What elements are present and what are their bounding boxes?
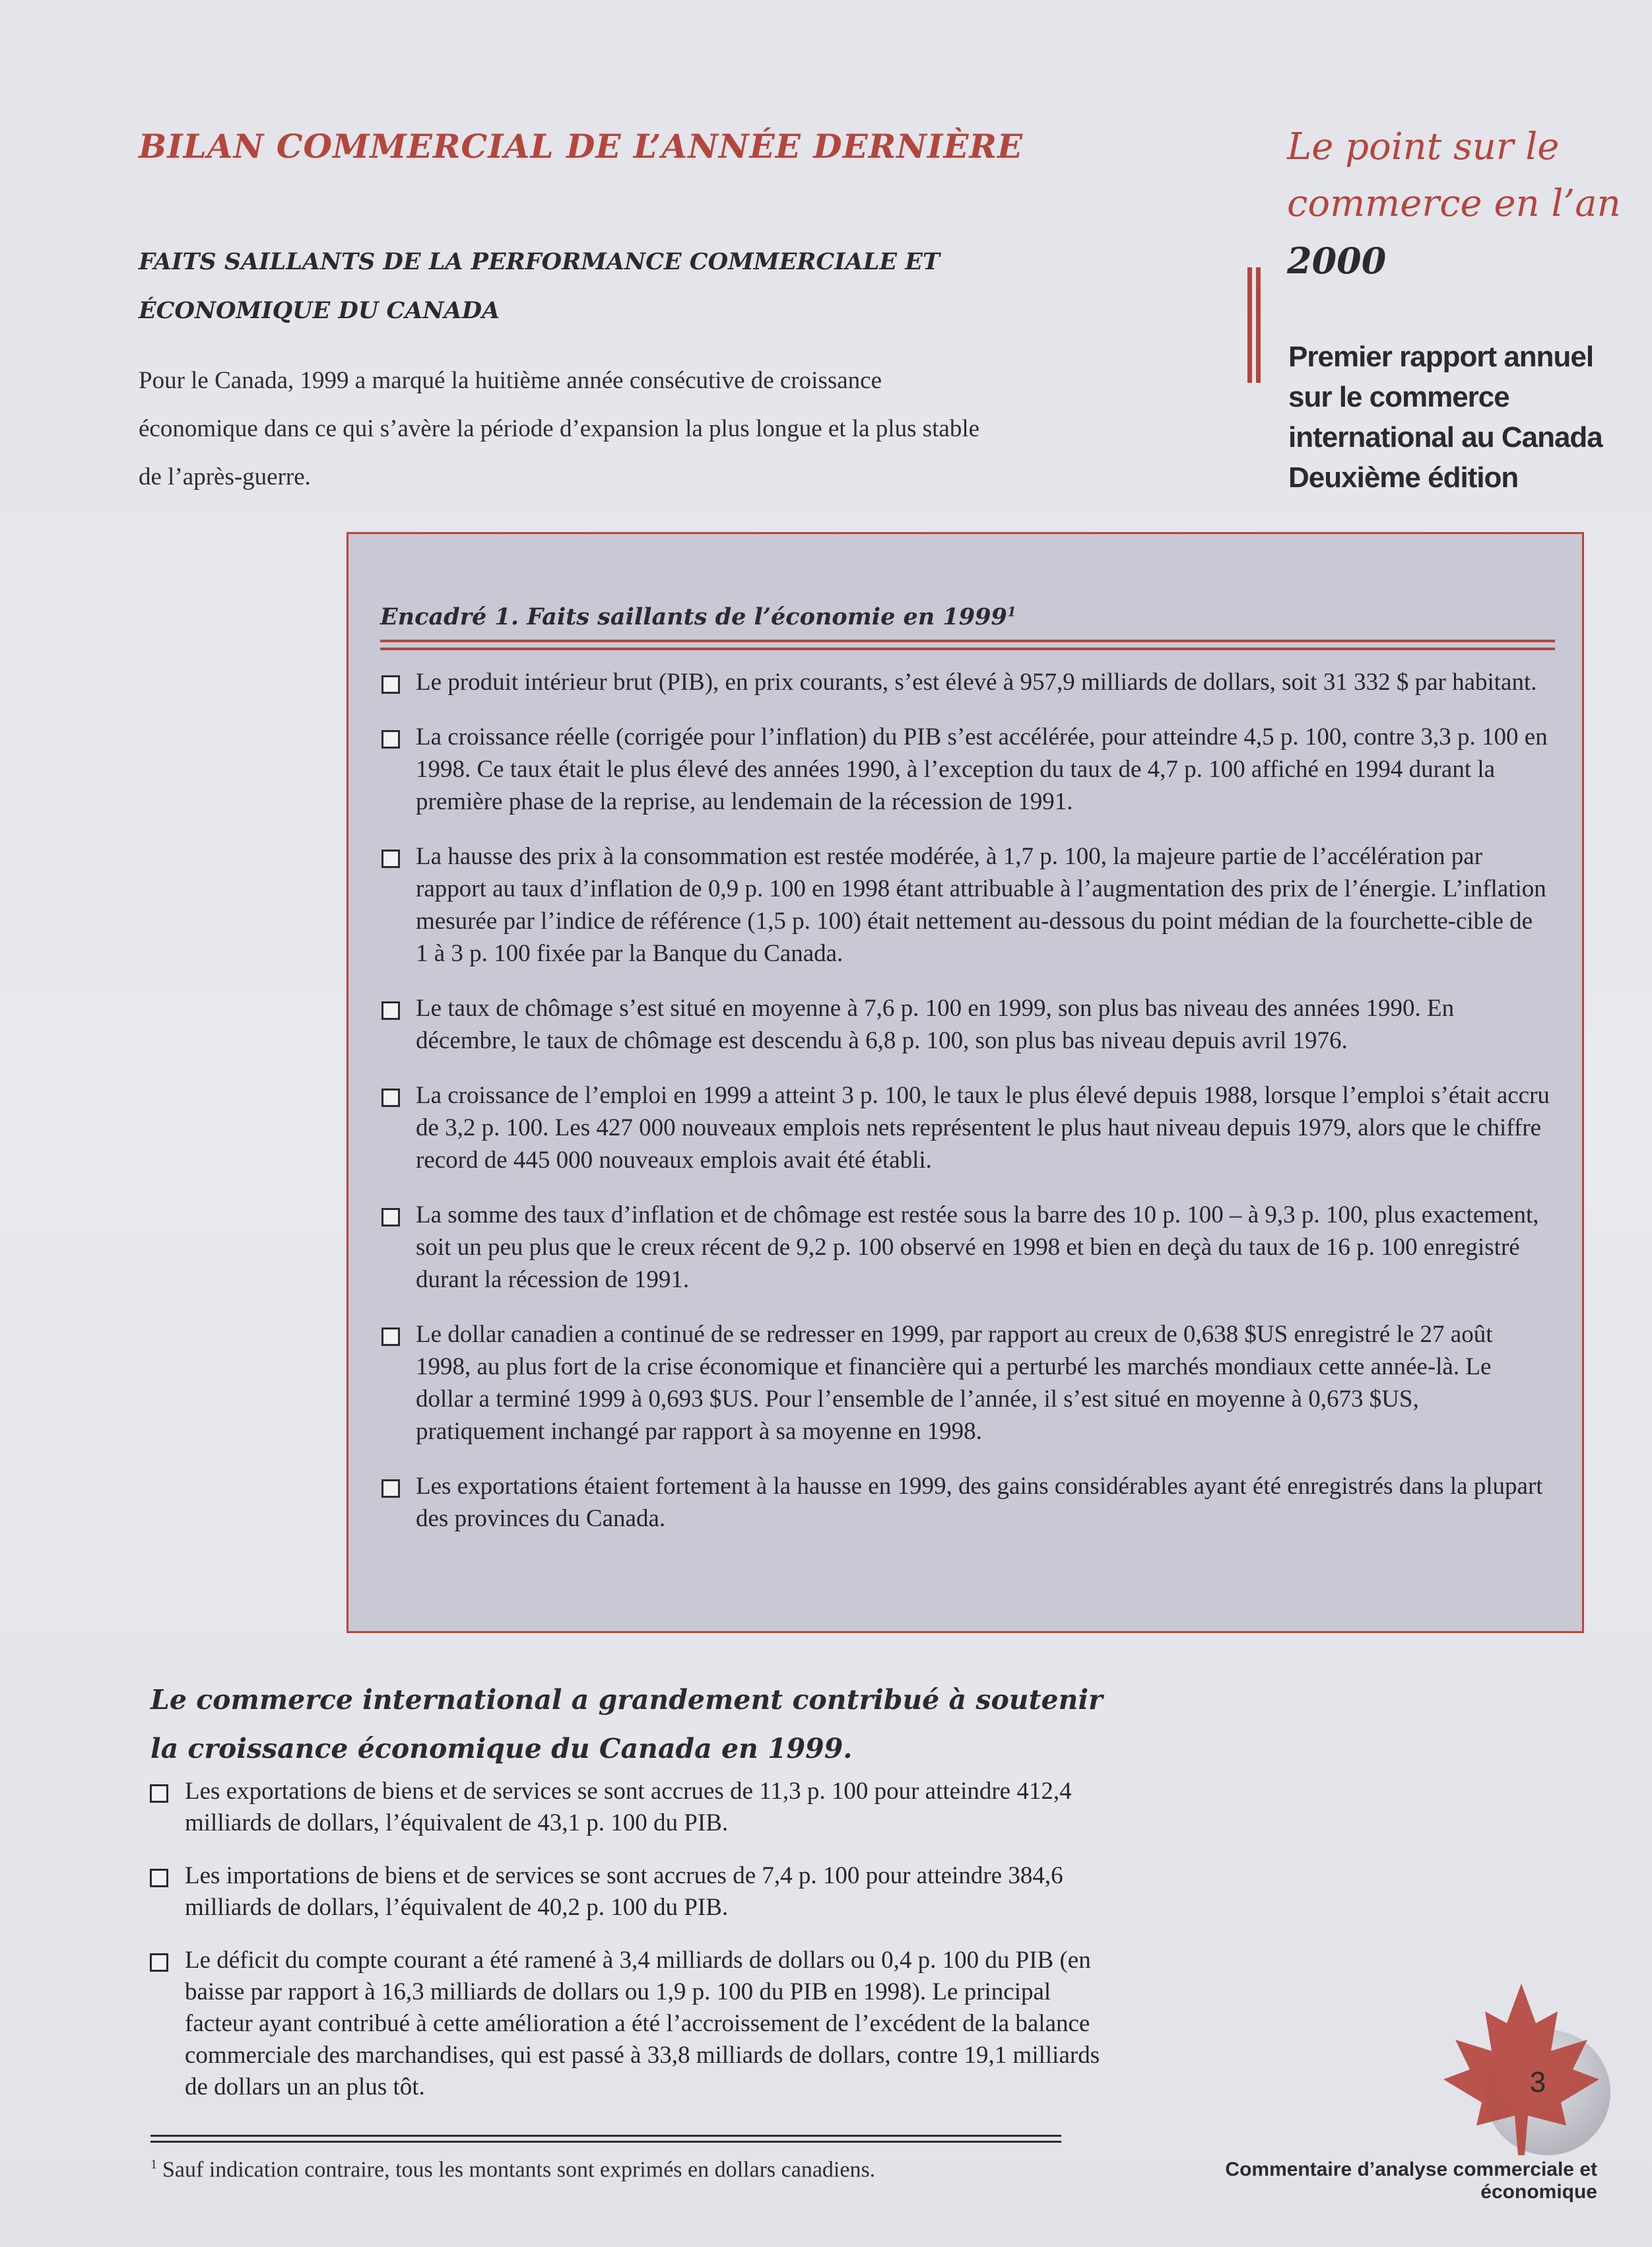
footnote <box>150 2157 1107 2182</box>
footnote-text: Sauf indication contraire, tous les montants sont exprimés en dollars canadiens. <box>162 2157 876 2182</box>
publication-subtitle-line: Deuxième édition <box>1288 461 1519 494</box>
highlights-list <box>375 666 1550 1557</box>
section-title: BILAN COMMERCIAL DE L’ANNÉE DERNIÈRE <box>139 127 1024 166</box>
checkbox-bullet-icon <box>381 1327 400 1346</box>
footnote-rule <box>150 2135 1061 2137</box>
checkbox-bullet-icon <box>381 850 400 868</box>
trade-heading: Le commerce international a grandement contribué à soutenir la croissance économique du Canada en 1999. <box>150 1684 1103 1764</box>
footnote-rule <box>150 2141 1061 2143</box>
accent-bar <box>1256 267 1261 383</box>
list-item-text: La croissance réelle (corrigée pour l’inflation) du PIB s’est accélérée, pour atteindre 4,5 p. 100, contre 3,3 p. 100 en 1998. Ce taux était le plus élevé des années 1990, à l’exception du taux de 4,7 p. 100 affiché en 1994 durant la première phase de la reprise, au lendemain de la récession de 1991. <box>416 723 1548 815</box>
list-item-text: Le déficit du compte courant a été ramené à 3,4 milliards de dollars ou 0,4 p. 100 du PIB (en baisse par rapport à 16,3 milliards de dollars ou 1,9 p. 100 du PIB en 1998). Le principal facteur ayant contribué à cette amélioration a été l’accroissement de l’excédent de la balance commerciale des marchandises, qui est passé à 33,8 milliards de dollars, contre 19,1 milliards de dollars un an plus tôt. <box>185 1947 1100 2100</box>
list-item-text: Les importations de biens et de services se sont accrues de 7,4 p. 100 pour atteindre 384,6 milliards de dollars, l’équivalent de 40,2 p. 100 du PIB. <box>185 1862 1063 1921</box>
list-item-text: Le dollar canadien a continué de se redresser en 1999, par rapport au creux de 0,638 $US enregistré le 27 août 1998, au plus fort de la crise économique et financière qui a perturbé les marchés mondiaux cette année-là. Le dollar a terminé 1999 à 0,693 $US. Pour l’ensemble de l’année, il s’est situé en moyenne à 0,673 $US, pratiquement inchangé par rapport à sa moyenne en 1998. <box>416 1321 1493 1445</box>
publication-subtitle-line: Premier rapport annuel <box>1288 341 1594 373</box>
publication-subtitle-line: international au Canada <box>1288 421 1602 453</box>
highlights-box-title-text: Encadré 1. Faits saillants de l’économie en 1999 <box>380 603 1007 630</box>
list-item-text: Les exportations de biens et de services se sont accrues de 11,3 p. 100 pour atteindre 412,4 milliards de dollars, l’équivalent de 43,1 p. 100 du PIB. <box>185 1778 1072 1836</box>
list-item-text: Le taux de chômage s’est situé en moyenne à 7,6 p. 100 en 1999, son plus bas niveau des années 1990. En décembre, le taux de chômage est descendu à 6,8 p. 100, son plus bas niveau depuis avril 1976. <box>416 995 1455 1054</box>
publication-year: 2000 <box>1287 240 1387 282</box>
page-number: 3 <box>1529 2066 1546 2098</box>
publication-subtitle-line: sur le commerce <box>1288 381 1509 413</box>
highlights-box <box>347 532 1584 1633</box>
sub-heading: FAITS SAILLANTS DE LA PERFORMANCE COMMERCIALE ET ÉCONOMIQUE DU CANADA <box>139 248 940 324</box>
checkbox-bullet-icon <box>381 675 400 694</box>
highlights-box-title <box>380 603 1555 644</box>
accent-bar <box>1247 267 1252 383</box>
trade-list <box>147 1776 1117 2124</box>
list-item <box>147 1860 1117 1924</box>
list-item-text: Les exportations étaient fortement à la hausse en 1999, des gains considérables ayant été enregistrés dans la plupart des provinces du Canada. <box>416 1473 1543 1532</box>
checkbox-bullet-icon <box>381 1479 400 1498</box>
checkbox-bullet-icon <box>381 730 400 749</box>
list-item <box>375 1199 1550 1296</box>
footnote-marker: 1 <box>1007 603 1016 620</box>
list-item <box>375 1079 1550 1176</box>
list-item <box>375 840 1550 970</box>
publication-title-line: commerce en l’an <box>1287 182 1621 225</box>
list-item-text: La somme des taux d’inflation et de chômage est restée sous la barre des 10 p. 100 – à 9,3 p. 100, plus exactement, soit un peu plus que le creux récent de 9,2 p. 100 observé en 1998 et bien en deçà du taux de 16 p. 100 enregistré durant la récession de 1991. <box>416 1201 1539 1293</box>
list-item-text: Le produit intérieur brut (PIB), en prix courants, s’est élevé à 957,9 milliards de dollars, soit 31 332 $ par habitant. <box>416 669 1537 696</box>
list-item <box>147 1776 1117 1839</box>
list-item-text: La hausse des prix à la consommation est restée modérée, à 1,7 p. 100, la majeure partie de l’accélération par rapport au taux d’inflation de 0,9 p. 100 en 1998 étant attribuable à l’augmentation des prix de l’énergie. L’inflation mesurée par l’indice de référence (1,5 p. 100) était nettement au-dessous du point médian de la fourchette-cible de 1 à 3 p. 100 fixée par la Banque du Canada. <box>416 843 1546 967</box>
publication-title <box>1287 119 1630 289</box>
publication-footer: Commentaire d’analyse commerciale et économique <box>1225 2159 1597 2203</box>
intro-paragraph: Pour le Canada, 1999 a marqué la huitième année consécutive de croissance économique dans ce qui s’avère la période d’expansion la plus longue et la plus stable de l’après-guerre. <box>139 367 980 490</box>
title-rule <box>380 648 1555 650</box>
list-item-text: La croissance de l’emploi en 1999 a atteint 3 p. 100, le taux le plus élevé depuis 1988, lorsque l’emploi s’était accru de 3,2 p. 100. Les 427 000 nouveaux emplois nets représentent le plus haut niveau depuis 1979, alors que le chiffre record de 445 000 nouveaux emplois avait été établi. <box>416 1082 1550 1174</box>
footnote-marker: 1 <box>150 2157 157 2172</box>
title-rule <box>380 640 1555 642</box>
checkbox-bullet-icon <box>150 1953 168 1972</box>
list-item <box>375 666 1550 698</box>
checkbox-bullet-icon <box>381 1089 400 1107</box>
checkbox-bullet-icon <box>150 1869 168 1887</box>
checkbox-bullet-icon <box>150 1784 168 1803</box>
list-item <box>375 721 1550 818</box>
publication-subtitle <box>1288 337 1632 498</box>
checkbox-bullet-icon <box>381 1208 400 1226</box>
list-item <box>375 992 1550 1057</box>
publication-title-line: Le point sur le <box>1287 125 1560 168</box>
list-item <box>375 1470 1550 1535</box>
checkbox-bullet-icon <box>381 1001 400 1020</box>
list-item <box>375 1318 1550 1448</box>
list-item <box>147 1945 1117 2103</box>
